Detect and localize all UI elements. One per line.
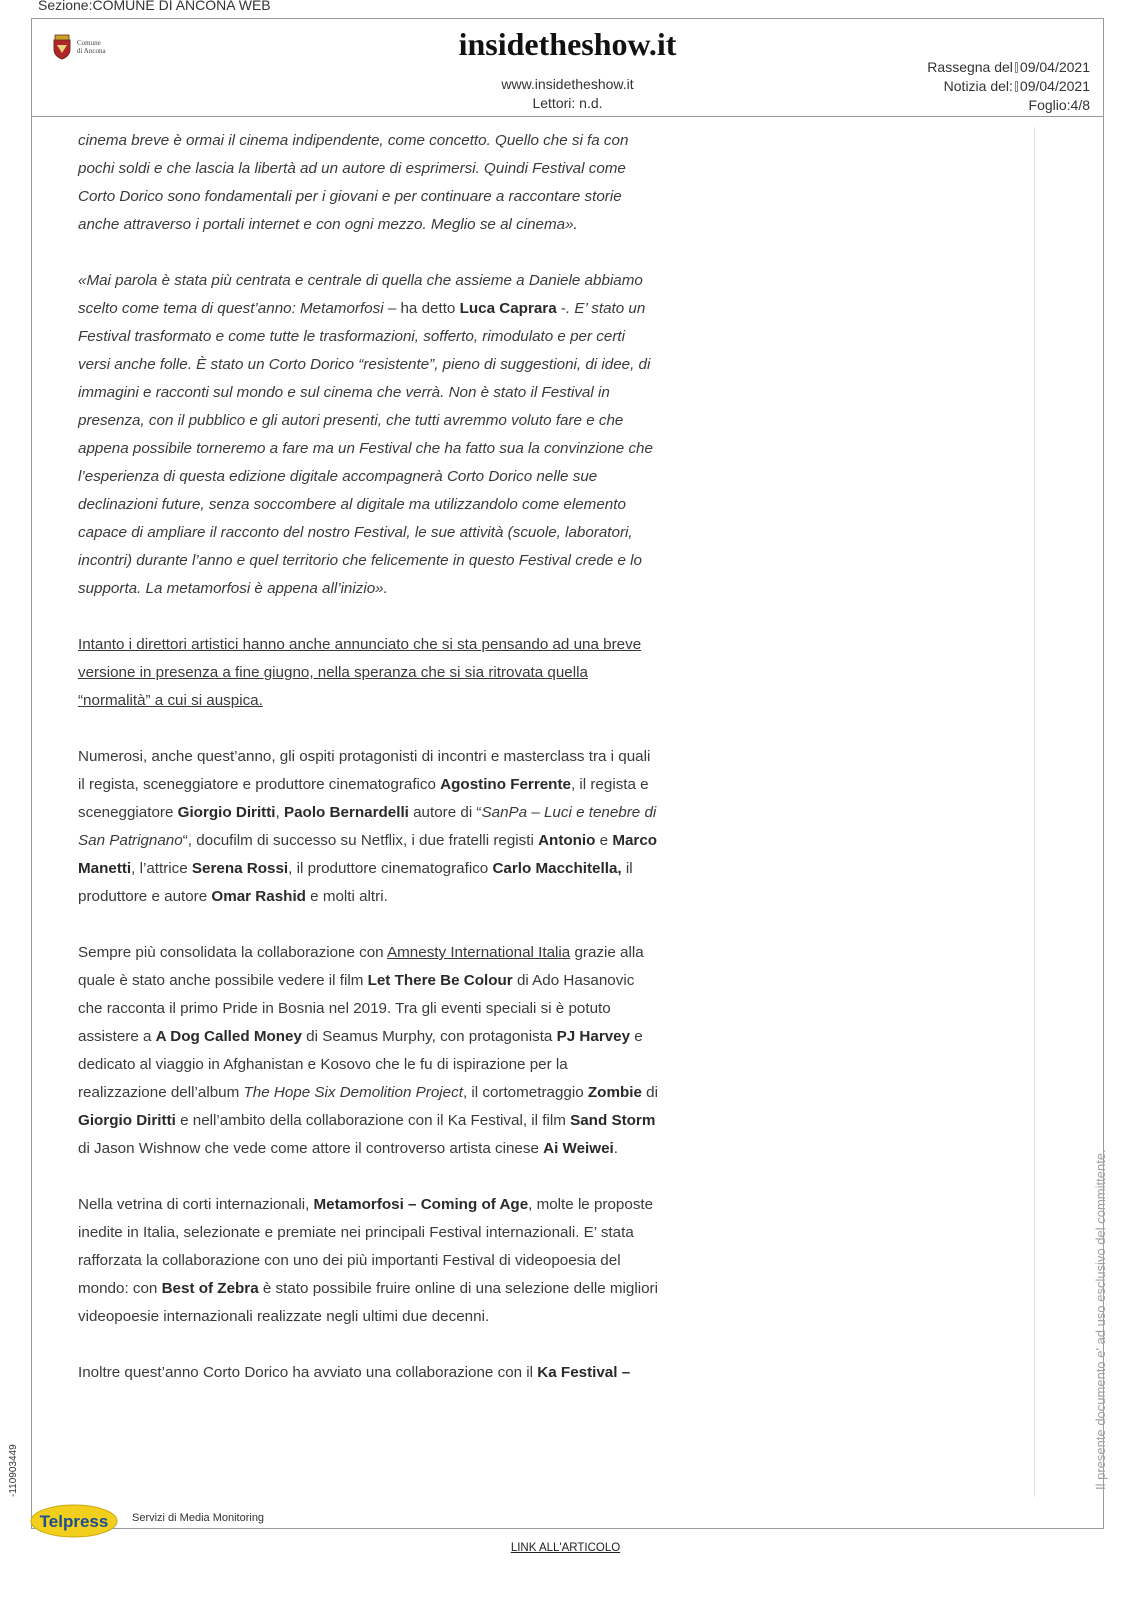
text: è stato possibile fruire online di una selezione delle migliori videopoesie internazionali realizzate negli ultimi due decenni.	[78, 1280, 658, 1325]
text: grazie alla quale è stato anche possibile vedere il film	[78, 944, 644, 989]
album-title: The Hope Six Demolition Project	[243, 1084, 463, 1101]
document-meta	[927, 58, 1090, 115]
readers-count: Lettori: n.d.	[532, 95, 603, 111]
text: Inoltre quest’anno Corto Dorico ha avviato una collaborazione con il	[78, 1364, 538, 1381]
telpress-logo-text: Telpress	[39, 1512, 109, 1531]
guest-name: Antonio	[538, 832, 596, 849]
text: di	[641, 1084, 658, 1101]
festival-name: Ka Festival –	[537, 1364, 631, 1381]
logo-line-1: Comune	[77, 39, 101, 47]
text: e dedicato al viaggio in Afghanistan e Kosovo che le fu di ispirazione per la realizzazione dell’album	[78, 1028, 643, 1101]
text: il produttore e autore	[78, 860, 633, 905]
film-title: Sand Storm	[570, 1112, 656, 1129]
program-title: Best of Zebra	[161, 1280, 259, 1297]
guest-name: Paolo Bernardelli	[283, 804, 409, 821]
amnesty-reference: Amnesty International Italia	[387, 944, 571, 961]
paragraph-1-text: cinema breve è ormai il cinema indipendente, come concetto. Quello che si fa con pochi soldi e che lascia la libertà ad un autore di esprimersi. Quindi Festival come Corto Dorico sono fondamentali per i giovani e per continuare a raccontare storie anche attraverso i portali internet e con ogni mezzo. Meglio se al cinema».	[78, 132, 629, 233]
text: Nella vetrina di corti internazionali,	[78, 1196, 314, 1213]
document-id: -110903449	[8, 1444, 19, 1497]
text: Sempre più consolidata la collaborazione con	[78, 944, 388, 961]
guest-name: Marco Manetti	[78, 832, 658, 877]
film-title: SanPa – Luci e tenebre di San Patrignano	[78, 804, 657, 849]
text: “, docufilm di successo su Netflix, i due fratelli registi	[182, 832, 539, 849]
rassegna-date: 09/04/2021	[1019, 59, 1090, 75]
notizia-line	[927, 77, 1090, 96]
paragraph-2	[78, 267, 658, 603]
publication-title: insidetheshow.it	[458, 26, 677, 62]
text: , l’attrice	[131, 860, 192, 877]
article-body	[78, 127, 658, 1415]
telpress-tagline: Servizi di Media Monitoring	[132, 1512, 265, 1524]
text: e molti altri.	[305, 888, 388, 905]
text: , il cortometraggio	[462, 1084, 588, 1101]
text: di Jason Wishnow che vede come attore il controverso artista cinese	[78, 1140, 544, 1157]
text: , il produttore cinematografico	[288, 860, 493, 877]
rassegna-line	[927, 58, 1090, 77]
section-label: Sezione:COMUNE DI ANCONA WEB	[38, 0, 271, 13]
rassegna-label: Rassegna del	[927, 59, 1013, 75]
program-title: Metamorfosi – Coming of Age	[313, 1196, 529, 1213]
notizia-label: Notizia del:	[943, 78, 1013, 94]
paragraph-5	[78, 939, 658, 1163]
text: e	[595, 832, 613, 849]
artist-name: PJ Harvey	[556, 1028, 631, 1045]
notizia-date: 09/04/2021	[1019, 78, 1090, 94]
guest-name: Omar Rashid	[211, 888, 306, 905]
director-name: Giorgio Diritti	[78, 1112, 176, 1129]
text: , il regista e sceneggiatore	[78, 776, 649, 821]
text: .	[613, 1140, 618, 1157]
margin-rule	[1034, 127, 1035, 1497]
guest-name: Agostino Ferrente	[440, 776, 571, 793]
logo-line-2: di Ancona	[77, 47, 106, 55]
guest-name: Giorgio Diritti	[177, 804, 276, 821]
text: di Seamus Murphy, con protagonista	[301, 1028, 557, 1045]
film-title: A Dog Called Money	[155, 1028, 302, 1045]
text: e nell’ambito della collaborazione con il Ka Festival, il film	[175, 1112, 571, 1129]
link-article-row	[0, 1538, 1131, 1556]
film-title: Zombie	[587, 1084, 642, 1101]
usage-disclaimer: Il presente documento e' ad uso esclusivo del committente.	[1093, 1149, 1108, 1490]
paragraph-7	[78, 1359, 658, 1387]
guest-name: Serena Rossi	[191, 860, 289, 877]
speaker-name: Luca Caprara	[459, 300, 557, 317]
guest-name: Carlo Macchitella,	[492, 860, 622, 877]
text: Numerosi, anche quest’anno, gli ospiti protagonisti di incontri e masterclass tra i quali il regista, sceneggiatore e produttore cinematografico	[78, 748, 651, 793]
quote-attribution: – ha detto	[383, 300, 460, 317]
article-link[interactable]: LINK ALL'ARTICOLO	[510, 1542, 621, 1554]
film-title: Let There Be Colour	[367, 972, 513, 989]
artist-name: Ai Weiwei	[543, 1140, 614, 1157]
telpress-logo	[30, 1503, 118, 1539]
publication-url: www.insidetheshow.it	[501, 76, 634, 92]
paragraph-4	[78, 743, 658, 911]
text: , molte le proposte inedite in Italia, selezionate e premiate nei principali Festival internazionali. E’ stata rafforzata la collaborazione con uno dei più importanti Festival di videopoesia del mondo: con	[78, 1196, 654, 1297]
paragraph-1	[78, 127, 658, 239]
quote-part-b: . E’ stato un Festival trasformato e come tutte le trasformazioni, sofferto, rimodulato e per certi versi anche folle. È stato un Corto Dorico “resistente”, pieno di suggestioni, di idee, di immagini e racconti sul mondo e sul cinema che verrà. Non è stato il Festival in presenza, con il pubblico e gli autori presenti, che tutti avremmo voluto fare e che appena possibile torneremo a fare ma un Festival che ha fatto sua la convinzione che l’esperienza di questa edizione digitale accompagnerà Corto Dorico nelle sue declinazioni future, senza soccombere al digitale ma utilizzandolo come elemento capace di ampliare il racconto del nostro Festival, le sue attività (scuole, laboratori, incontri) durante l’anno e quel territorio che felicemente in questo Festival crede e lo supporta. La metamorfosi è appena all’inizio».	[78, 300, 653, 597]
foglio: Foglio:4/8	[1028, 97, 1090, 113]
quote-part-a: «Mai parola è stata più centrata e centrale di quella che assieme a Daniele abbiamo scelto come tema di quest’anno: Metamorfosi	[78, 272, 643, 317]
text: autore di “	[408, 804, 482, 821]
text: di Ado Hasanovic che racconta il primo Pride in Bosnia nel 2019. Tra gli eventi speciali si è potuto assistere a	[78, 972, 635, 1045]
paragraph-6	[78, 1191, 658, 1331]
quote-dash: -	[556, 300, 566, 317]
paragraph-3: Intanto i direttori artistici hanno anche annunciato che si sta pensando ad una breve versione in presenza a fine giugno, nella speranza che si sia ritrovata quella “normalità” a cui si auspica.	[78, 636, 642, 709]
text: ,	[275, 804, 284, 821]
document-header	[31, 18, 1104, 117]
